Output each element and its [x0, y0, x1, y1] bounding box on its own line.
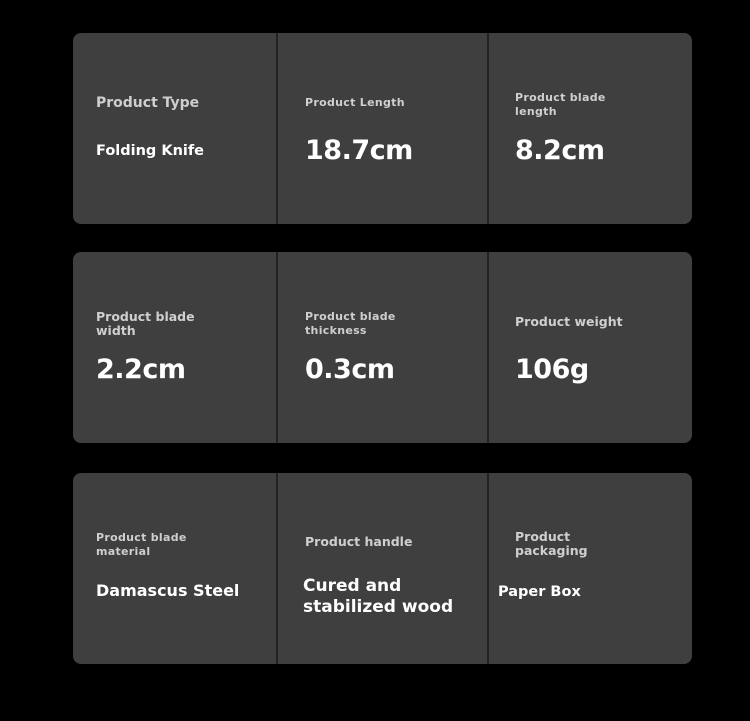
- spec-cell-blade-width: [96, 252, 271, 443]
- spec-value: 18.7cm: [305, 135, 413, 166]
- spec-cell-blade-thickness: [305, 252, 480, 443]
- spec-cell-packaging: [498, 473, 690, 664]
- column-divider: [487, 473, 489, 664]
- spec-panel-1: [73, 33, 692, 224]
- spec-cell-product-length: [305, 33, 480, 224]
- spec-label: Product weight: [515, 314, 623, 329]
- spec-label: Product handle: [305, 534, 413, 549]
- spec-panel-3: [73, 473, 692, 664]
- spec-value: Damascus Steel: [96, 581, 240, 600]
- spec-value: Cured and stabilized wood: [303, 576, 454, 617]
- column-divider: [276, 473, 278, 664]
- spec-cell-handle: [305, 473, 480, 664]
- spec-cell-product-type: [96, 33, 271, 224]
- column-divider: [276, 33, 278, 224]
- spec-label: Product blade material: [96, 531, 187, 558]
- spec-cell-blade-material: [96, 473, 271, 664]
- column-divider: [487, 33, 489, 224]
- spec-cell-weight: [515, 252, 690, 443]
- spec-label: Product packaging: [515, 529, 588, 558]
- spec-label: Product blade thickness: [305, 310, 396, 337]
- spec-value: 2.2cm: [96, 354, 186, 385]
- spec-label: Product Length: [305, 96, 405, 109]
- spec-value: 0.3cm: [305, 354, 395, 385]
- column-divider: [276, 252, 278, 443]
- spec-value: Folding Knife: [96, 143, 205, 159]
- spec-label: Product Type: [96, 95, 200, 111]
- spec-value: 106g: [515, 354, 589, 385]
- spec-value: Paper Box: [498, 584, 581, 600]
- spec-label: Product blade width: [96, 309, 195, 338]
- spec-panel-2: [73, 252, 692, 443]
- spec-cell-blade-length: [515, 33, 690, 224]
- spec-label: Product blade length: [515, 91, 606, 118]
- column-divider: [487, 252, 489, 443]
- spec-value: 8.2cm: [515, 135, 605, 166]
